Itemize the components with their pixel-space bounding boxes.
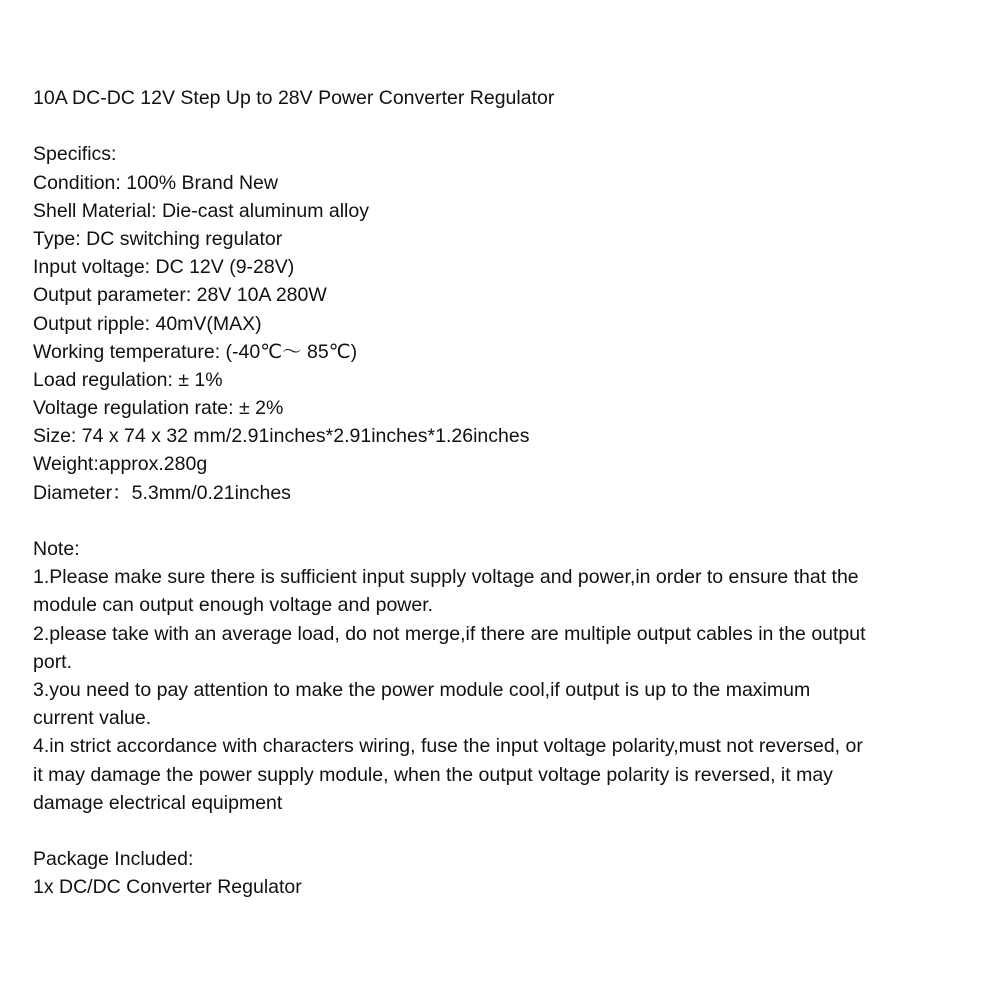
product-description [33,84,983,901]
spec-weight: Weight:approx.280g [33,453,208,476]
note-line: 2.please take with an average load, do not merge,if there are multiple output cables in the output [33,622,866,645]
spacer [33,817,983,845]
spec-working-temperature: Working temperature: (-40℃～ 85℃) [33,340,358,363]
note-section [33,535,983,817]
product-title: 10A DC-DC 12V Step Up to 28V Power Converter Regulator [33,87,555,109]
spec-output-ripple: Output ripple: 40mV(MAX) [33,312,262,335]
note-line: 1.Please make sure there is sufficient input supply voltage and power,in order to ensure that the [33,566,859,589]
spec-diameter: Diameter：5.3mm/0.21inches [33,481,291,504]
spacer [33,112,983,140]
spec-shell-material: Shell Material: Die-cast aluminum alloy [33,199,369,222]
spacer [33,507,983,535]
spec-input-voltage: Input voltage: DC 12V (9-28V) [33,256,295,279]
note-line: it may damage the power supply module, when the output voltage polarity is reversed, it may [33,763,833,786]
spec-condition: Condition: 100% Brand New [33,171,278,194]
package-section [33,845,983,901]
spec-voltage-regulation-rate: Voltage regulation rate: ± 2% [33,397,284,420]
note-line: module can output enough voltage and power. [33,594,434,617]
specifics-section [33,140,983,506]
note-heading: Note: [33,538,80,560]
note-line: 4.in strict accordance with characters wiring, fuse the input voltage polarity,must not reversed, or [33,735,863,758]
spec-load-regulation: Load regulation: ± 1% [33,368,223,391]
spec-size: Size: 74 x 74 x 32 mm/2.91inches*2.91inches*1.26inches [33,425,530,448]
spec-type: Type: DC switching regulator [33,227,283,250]
package-item: 1x DC/DC Converter Regulator [33,876,302,899]
note-line: damage electrical equipment [33,791,283,814]
spec-output-parameter: Output parameter: 28V 10A 280W [33,284,327,307]
package-heading: Package Included: [33,848,194,871]
note-line: current value. [33,707,152,730]
note-line: port. [33,650,73,673]
note-line: 3.you need to pay attention to make the power module cool,if output is up to the maximum [33,678,811,701]
specifics-heading: Specifics: [33,143,117,166]
